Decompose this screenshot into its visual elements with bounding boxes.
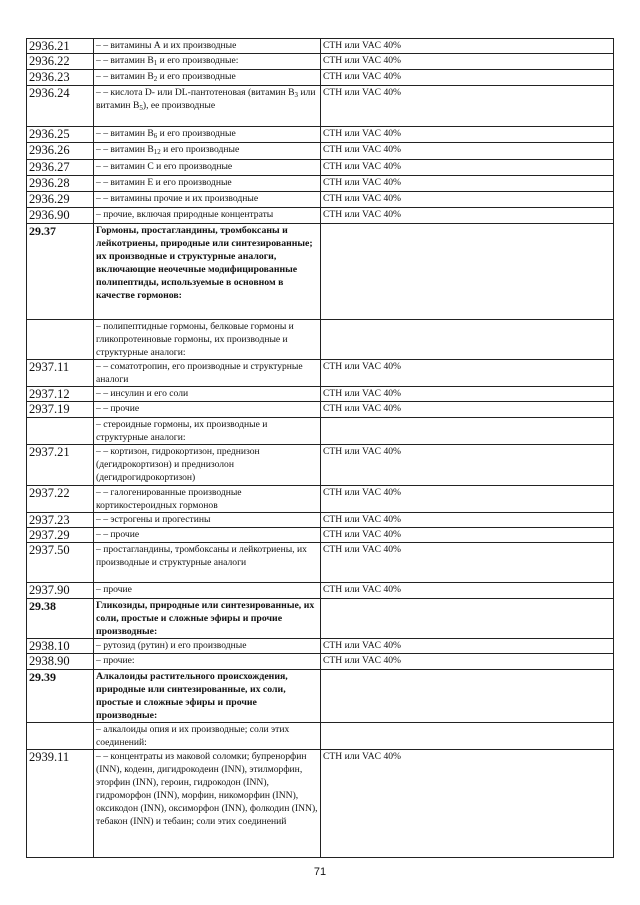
- rate-cell: [321, 320, 614, 360]
- description-cell: [94, 445, 321, 486]
- description-cell: [94, 143, 321, 160]
- code-cell: 29.38: [27, 599, 94, 639]
- rate-cell: СТН или VAC 40%: [321, 160, 614, 176]
- code-cell: 2937.23: [27, 513, 94, 528]
- rate-cell: [321, 670, 614, 723]
- code-cell: 2937.50: [27, 543, 94, 583]
- table-row: [27, 143, 614, 160]
- description-text: – стероидные гормоны, их производные и структурные аналоги:: [96, 419, 268, 443]
- rate-cell: [321, 224, 614, 320]
- rate-cell: СТН или VAC 40%: [321, 486, 614, 513]
- rate-cell: СТН или VAC 40%: [321, 445, 614, 486]
- page-number: 71: [313, 866, 327, 878]
- description-text: – – эстрогены и прогестины: [96, 514, 211, 525]
- table-row: [27, 160, 614, 176]
- description-cell: [94, 360, 321, 387]
- tariff-table: [26, 38, 614, 858]
- description-text: – прочие, включая природные концентраты: [96, 209, 274, 220]
- table-row: [27, 750, 614, 858]
- subscript-text: 2: [153, 75, 158, 83]
- description-text: Алкалоиды растительного происхождения, природные или синтезированные, их соли, простые и сложные эфиры и прочие производные:: [96, 671, 288, 721]
- table-row: [27, 127, 614, 143]
- description-cell: [94, 176, 321, 192]
- rate-cell: СТН или VAC 40%: [321, 39, 614, 54]
- description-text: и его производные: [160, 144, 240, 155]
- subscript-text: 1: [153, 59, 158, 67]
- code-cell: [27, 320, 94, 360]
- table-row: [27, 445, 614, 486]
- table-row: [27, 418, 614, 445]
- description-text: – прочие: [96, 584, 132, 595]
- rate-cell: [321, 599, 614, 639]
- rate-cell: СТН или VAC 40%: [321, 387, 614, 402]
- rate-cell: СТН или VAC 40%: [321, 543, 614, 583]
- description-text: – – витамин B: [96, 55, 154, 66]
- rate-cell: [321, 418, 614, 445]
- code-cell: 2938.90: [27, 654, 94, 670]
- code-cell: 29.39: [27, 670, 94, 723]
- description-cell: [94, 486, 321, 513]
- description-text: – прочие:: [96, 655, 135, 666]
- code-cell: [27, 418, 94, 445]
- description-text: – рутозид (рутин) и его производные: [96, 640, 247, 651]
- table-row: [27, 360, 614, 387]
- table-row: [27, 723, 614, 750]
- rate-cell: СТН или VAC 40%: [321, 208, 614, 224]
- rate-cell: СТН или VAC 40%: [321, 86, 614, 127]
- description-text: – – соматотропин, его производные и структурные аналоги: [96, 361, 303, 385]
- rate-cell: СТН или VAC 40%: [321, 583, 614, 599]
- code-cell: 2937.90: [27, 583, 94, 599]
- code-cell: 2937.22: [27, 486, 94, 513]
- description-text: или витамин B: [96, 87, 316, 111]
- table-row: [27, 670, 614, 723]
- description-text: и его производные:: [157, 55, 239, 66]
- code-cell: 2937.21: [27, 445, 94, 486]
- description-text: – – витамин B: [96, 71, 154, 82]
- description-cell: [94, 224, 321, 320]
- code-cell: [27, 723, 94, 750]
- subscript-text: 12: [153, 148, 161, 156]
- rate-cell: СТН или VAC 40%: [321, 70, 614, 86]
- description-cell: [94, 583, 321, 599]
- code-cell: 2937.12: [27, 387, 94, 402]
- rate-cell: СТН или VAC 40%: [321, 639, 614, 654]
- subscript-text: 5: [139, 104, 143, 112]
- rate-cell: СТН или VAC 40%: [321, 143, 614, 160]
- table-row: [27, 224, 614, 320]
- table-row: [27, 654, 614, 670]
- description-cell: [94, 639, 321, 654]
- table-row: [27, 543, 614, 583]
- description-cell: [94, 192, 321, 208]
- table-row: [27, 639, 614, 654]
- table-row: [27, 70, 614, 86]
- table-row: [27, 208, 614, 224]
- description-cell: [94, 513, 321, 528]
- table-row: [27, 86, 614, 127]
- description-cell: [94, 387, 321, 402]
- code-cell: 2938.10: [27, 639, 94, 654]
- rate-cell: СТН или VAC 40%: [321, 127, 614, 143]
- tariff-table-body: [27, 39, 614, 858]
- table-row: [27, 528, 614, 543]
- table-row: [27, 513, 614, 528]
- description-cell: [94, 127, 321, 143]
- description-cell: [94, 208, 321, 224]
- description-cell: [94, 670, 321, 723]
- rate-cell: СТН или VAC 40%: [321, 513, 614, 528]
- rate-cell: СТН или VAC 40%: [321, 176, 614, 192]
- rate-cell: СТН или VAC 40%: [321, 654, 614, 670]
- description-text: – – кортизон, гидрокортизон, преднизон (дегидрокортизон) и преднизолон (дегидрогидрокортизон): [96, 446, 260, 483]
- code-cell: 2937.11: [27, 360, 94, 387]
- rate-cell: СТН или VAC 40%: [321, 360, 614, 387]
- table-row: [27, 402, 614, 418]
- description-text: – – прочие: [96, 403, 140, 414]
- code-cell: 2936.22: [27, 54, 94, 70]
- table-row: [27, 599, 614, 639]
- rate-cell: СТН или VAC 40%: [321, 750, 614, 858]
- table-row: [27, 39, 614, 54]
- subscript-text: 6: [153, 132, 158, 140]
- description-text: Гормоны, простагландины, тромбоксаны и лейкотриены, природные или синтезированные; их производные и структурные аналоги, включающие неочечные модифицированные полипептиды, используемые в основном в качестве гормонов:: [96, 225, 313, 301]
- description-text: – – витамин B: [96, 128, 154, 139]
- description-cell: [94, 750, 321, 858]
- description-cell: [94, 418, 321, 445]
- code-cell: 2936.23: [27, 70, 94, 86]
- code-cell: 2936.27: [27, 160, 94, 176]
- code-cell: 2936.26: [27, 143, 94, 160]
- description-text: – – витамины А и их производные: [96, 40, 237, 51]
- description-text: – простагландины, тромбоксаны и лейкотриены, их производные и структурные аналоги: [96, 544, 307, 568]
- description-text: и его производные: [157, 71, 236, 82]
- table-row: [27, 54, 614, 70]
- description-text: – алкалоиды опия и их производные; соли этих соединений:: [96, 724, 290, 748]
- table-row: [27, 486, 614, 513]
- description-text: – – витамины прочие и их производные: [96, 193, 259, 204]
- rate-cell: СТН или VAC 40%: [321, 54, 614, 70]
- table-row: [27, 320, 614, 360]
- code-cell: 2936.25: [27, 127, 94, 143]
- subscript-text: 3: [294, 91, 299, 99]
- description-cell: [94, 39, 321, 54]
- rate-cell: СТН или VAC 40%: [321, 192, 614, 208]
- description-text: – – кислота D- или DL-пантотеновая (витамин B: [96, 87, 295, 98]
- table-row: [27, 192, 614, 208]
- description-text: – полипептидные гормоны, белковые гормоны и гликопротеиновые гормоны, их производные и структурные аналоги:: [96, 321, 294, 358]
- rate-cell: [321, 723, 614, 750]
- description-cell: [94, 543, 321, 583]
- description-cell: [94, 528, 321, 543]
- code-cell: 2936.90: [27, 208, 94, 224]
- code-cell: 29.37: [27, 224, 94, 320]
- code-cell: 2939.11: [27, 750, 94, 858]
- code-cell: 2937.19: [27, 402, 94, 418]
- description-text: – – концентраты из маковой соломки; бупренорфин (INN), кодеин, дигидрокодеин (INN), этилморфин, эторфин (INN), героин, гидрокодон (INN), гидроморфон (INN), морфин, никоморфин (INN), оксикодон (INN), оксиморфон (INN), фолкодин (INN), тебакон (INN) и тебаин; соли этих соединений: [96, 751, 318, 827]
- description-cell: [94, 723, 321, 750]
- description-text: – – витамин B: [96, 144, 154, 155]
- rate-cell: СТН или VAC 40%: [321, 402, 614, 418]
- description-text: и его производные: [157, 128, 236, 139]
- description-text: – – витамин Е и его производные: [96, 177, 232, 188]
- description-cell: [94, 160, 321, 176]
- code-cell: 2937.29: [27, 528, 94, 543]
- rate-cell: СТН или VAC 40%: [321, 528, 614, 543]
- code-cell: 2936.29: [27, 192, 94, 208]
- description-text: ), ее производные: [142, 100, 216, 111]
- description-text: – – прочие: [96, 529, 140, 540]
- code-cell: 2936.21: [27, 39, 94, 54]
- description-text: – – инсулин и его соли: [96, 388, 189, 399]
- description-cell: [94, 86, 321, 127]
- description-text: Гликозиды, природные или синтезированные, их соли, простые и сложные эфиры и прочие производные:: [96, 600, 315, 637]
- description-cell: [94, 599, 321, 639]
- description-cell: [94, 320, 321, 360]
- description-cell: [94, 654, 321, 670]
- table-row: [27, 583, 614, 599]
- code-cell: 2936.28: [27, 176, 94, 192]
- code-cell: 2936.24: [27, 86, 94, 127]
- description-text: – – витамин C и его производные: [96, 161, 233, 172]
- description-cell: [94, 402, 321, 418]
- table-row: [27, 176, 614, 192]
- description-text: – – галогенированные производные кортикостероидных гормонов: [96, 487, 242, 511]
- description-cell: [94, 70, 321, 86]
- table-row: [27, 387, 614, 402]
- description-cell: [94, 54, 321, 70]
